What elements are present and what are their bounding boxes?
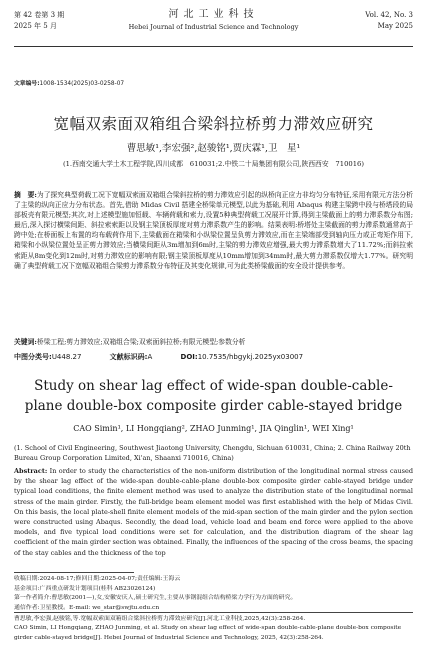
authors-cn: 曹思敏¹,李宏强²,赵骏铭¹,贾庆霖¹,卫 星¹ [126, 143, 301, 154]
article-number [14, 78, 124, 87]
doc-value: A [147, 353, 153, 361]
footnote-first-author: 第一作者简介:曹思敏(2001—),女,安徽安庆人,硕士研究生,主要从事钢混组合结构桥梁力学行为方面的研究。 [14, 595, 297, 601]
abstract-cn-label: 摘 要: [14, 191, 37, 199]
doi-label: DOI: [180, 353, 198, 361]
footnote-rule [14, 572, 134, 573]
header-left [14, 10, 64, 32]
doc-label: 文献标识码: [109, 353, 148, 361]
title-en: Study on shear lag effect of wide-span double-cable-plane double-box composite girder cable-stayed bridge [24, 378, 403, 414]
affiliation-en: (1. School of Civil Engineering, Southwest Jiaotong University, Chengdu, Sichuan 610031, China; 2. China Railway 20th Bureau Group Corporation Limited, Xi'an, Shaanxi 710016, China) [14, 444, 411, 462]
authors-en: CAO Simin¹, LI Hongqiang², ZHAO Junming¹, JIA Qinglin¹, WEI Xing¹ [73, 424, 354, 433]
header-date-cn: 2025 年 5 月 [14, 22, 57, 30]
citation-en: CAO Simin, LI Hongqiang, ZHAO Junming, et al. Study on shear lag effect of wide-span double-cable-plane double-box composite girder cable-stayed bridge[J]. Hebei Journal of Industrial Science and Technology, 2025, 42(3):258-264. [14, 625, 402, 641]
title-cn: 宽幅双索面双箱组合梁斜拉桥剪力滞效应研究 [53, 115, 374, 133]
footnote-funding: 基金项目:广西重点研发计划项目(桂科 AB23026124) [14, 585, 156, 592]
doi-value: 10.7535/hbgykj.2025yx03007 [197, 353, 304, 361]
header-issue-cn: 第 42 卷第 3 期 [14, 11, 65, 19]
keywords-cn-text: 桥梁工程;剪力滞效应;双箱组合梁;双索面斜拉桥;有限元模型;参数分析 [36, 338, 246, 346]
footnotes [14, 575, 413, 613]
article-number-value: 1008-1534(2025)03-0258-07 [39, 81, 125, 87]
header-issue-en: Vol. 42, No. 3 [365, 11, 413, 19]
header-right [365, 10, 413, 32]
clc-code [14, 353, 81, 361]
keywords-cn-label: 关键词: [14, 338, 37, 346]
journal-name-cn: 河北工业科技 [168, 9, 259, 20]
article-number-label: 文章编号: [14, 81, 40, 87]
abstract-en-label: Abstract: [14, 467, 48, 475]
abstract-en [14, 466, 413, 558]
journal-header [14, 8, 413, 44]
abstract-en-text: In order to study the characteristics of the non-uniform distribution of the longitudinal normal stress caused by the shear lag effect of the wide-span double-cable-plane double-box composite girder cable-stayed bridge under typical load conditions, the finite element method was used to analyze the distribution state of the longitudinal normal stress of the main girder. Firstly, the full-bridge beam element model was first established with the help of Midas Civil. On this basis, the local plate-shell finite element models of the mid-span section of the main girder and the pylon section were constructed using Abaqus. Secondly, the dead load, vehicle load and beam end force were applied to the above models, and five typical load conditions were set for calculation, and the distribution diagram of the shear lag coefficient of the main girder section was obtained. Finally, the influences of the spacing of the cross beams, the spacing of the stay cables and the thickness of the top [14, 467, 413, 557]
keywords-cn [14, 336, 413, 346]
clc-label: 中图分类号: [14, 353, 52, 361]
header-date-en: May 2025 [377, 22, 413, 30]
doc-code [110, 353, 153, 361]
footnote-corresponding: 通信作者:卫星教授。E-mail: we_star@swjtu.edu.cn [14, 604, 160, 611]
classification-line [14, 352, 413, 362]
abstract-cn [14, 190, 413, 271]
citation-cn: 曹思敏,李宏强,赵骏铭,等.宽幅双索面双箱组合梁斜拉桥剪力滞效应研究[J].河北工业科技,2025,42(3):258-264. [14, 616, 306, 622]
citation-rule [14, 612, 413, 613]
doi [181, 353, 304, 361]
header-rule [14, 46, 413, 47]
citation [14, 615, 413, 643]
footnote-received: 收稿日期:2024-08-17;修回日期:2025-04-07;责任编辑:王海云 [14, 576, 181, 582]
affiliation-cn: (1.西南交通大学土木工程学院,四川成都 610031;2.中铁二十局集团有限公司,陕西西安 710016) [62, 160, 365, 168]
journal-name-en: Hebei Journal of Industrial Science and Technology [128, 23, 299, 31]
abstract-cn-text: 为了探究典型荷载工况下宽幅双索面双箱组合梁斜拉桥的剪力滞效应引起的纵桥向正应力非均匀分布特征,采用有限元方法分析了主梁的纵向正应力分布状态。首先,借助 Midas Civil 搭建全桥梁单元模型,以此为基础,利用 Abaqus 构建主梁跨中段与桥塔段的局部板壳有限元模型;其次,对上述模型施加恒载、车辆荷载和索力,设置5种典型荷载工况展开计算,得到主梁截面上的剪力滞系数分布图;最后,深入探讨横梁间距、斜拉索索距以及钢主梁顶板厚度对剪力滞系数产生的影响。结果表明:桥塔处主梁截面的剪力滞系数通常高于跨中处;在桥面板上布置的均布载荷作用下,主梁截面在箱梁和小纵梁位置呈负剪力滞效应,而在主梁端部受到轴向压力或正弯矩作用下,箱梁和小纵梁位置处呈正剪力滞效应;当横梁间距从3m增加到6m时,主梁的剪力滞效应增强,最大剪力滞系数增大了11.72%;而斜拉索索距从8m变化到12m时,对剪力滞效应的影响有限;钢主梁顶板厚度从10mm增加到34mm时,最大剪力滞系数仅增大1.77%。研究明确了典型荷载工况下宽幅双箱组合梁剪力滞系数分布特征及其变化规律,可为此类桥梁截面的安全设计提供参考。 [14, 191, 413, 270]
header-center [94, 8, 333, 32]
clc-value: U448.27 [51, 353, 82, 361]
